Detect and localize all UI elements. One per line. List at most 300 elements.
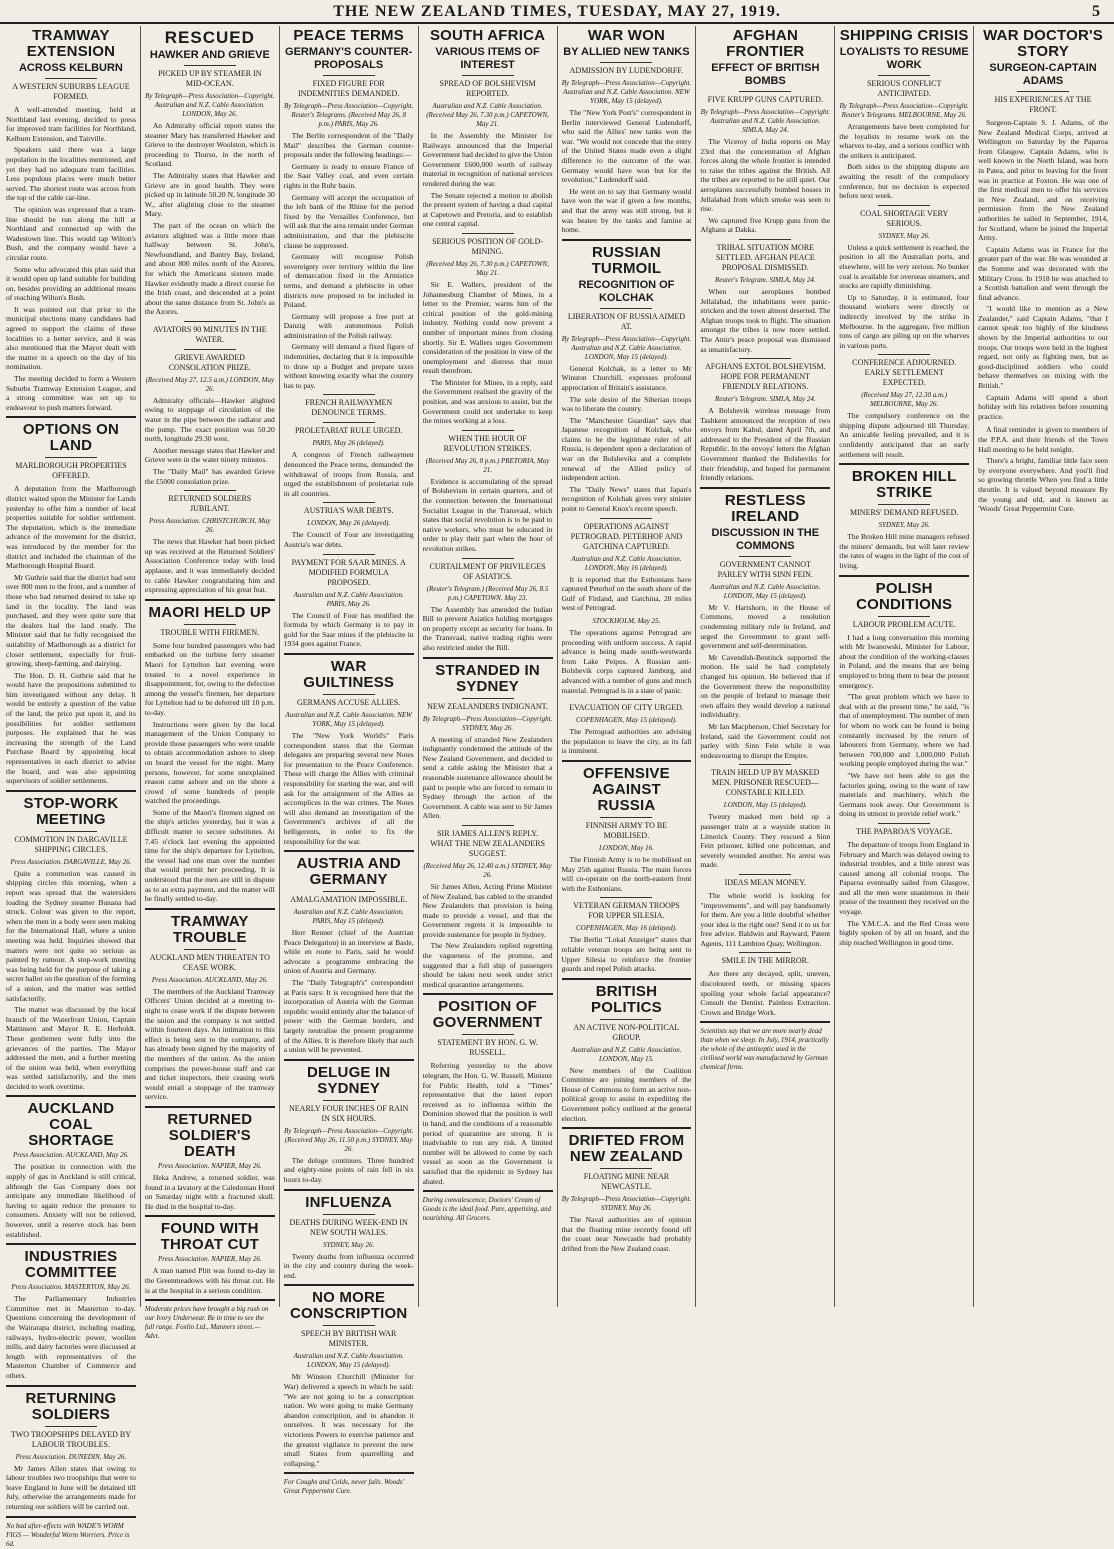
article-dateline: (Received May 27, 12.30 a.m.) MELBOURNE, May 26. — [861, 391, 948, 409]
masthead — [0, 0, 1114, 24]
article-subhead: HAWKER AND GRIEVE — [149, 49, 270, 61]
article — [284, 394, 414, 418]
article-body — [700, 603, 830, 761]
short-rule — [462, 558, 514, 559]
article-dateline: Press Association. DUNEDIN, May 26. — [15, 1452, 127, 1461]
article-headline: WAR GUILTINESS — [303, 657, 395, 691]
article — [6, 28, 136, 412]
short-rule — [739, 952, 791, 953]
short-rule — [323, 394, 375, 395]
article — [978, 425, 1108, 513]
short-rule — [600, 308, 652, 309]
article — [284, 1284, 414, 1468]
article-dateline: Australian and N.Z. Cable Association. LONDON, May 15 (delayed). — [293, 1352, 404, 1370]
article-deck: TRIBAL SITUATION MORE SETTLED. AFGHAN PEACE PROPOSAL DISMISSED. — [715, 242, 815, 272]
short-rule — [323, 1100, 375, 1101]
article-subhead: VARIOUS ITEMS OF INTEREST — [435, 46, 540, 71]
article-paragraph: Germany will recognise Polish sovereignty over territory within the line of demarcation fixed in the Armistice terms, and demand a plebiscite in other districts now proposed to be included in Poland. — [283, 252, 414, 310]
article-headline: OPTIONS ON LAND — [22, 421, 120, 455]
article-paragraph: The Petrograd authorities are advising the population to leave the city, as its fall is imminent. — [561, 727, 692, 756]
article-dateline: By Telegraph—Press Association—Copyright. Reuter's Telegrams. MELBOURNE, May 26. — [839, 102, 969, 119]
article-divider — [423, 657, 553, 659]
article-deck: TROUBLE WITH FIREMEN. — [160, 627, 260, 637]
article-body — [6, 1294, 136, 1380]
article-deck: SERIOUS POSITION OF GOLD-MINING. — [432, 236, 544, 256]
article-subhead: DISCUSSION IN THE COMMONS — [711, 526, 820, 552]
article-dateline: Press Association. CHRISTCHURCH, May 26. — [149, 517, 271, 535]
article — [562, 518, 692, 613]
article-paragraph: The departure of troops from England in February and March was delayed owing to industrial troubles, and a little unrest was caused among all colonial troops. The Paparoa eventually sailed from Glasgow, and all the men were unanimous in their praise of the treatment they received on the voyage. — [839, 839, 970, 917]
article-body — [978, 425, 1108, 513]
article-subhead: EFFECT OF BRITISH BOMBS — [711, 62, 820, 87]
article-body — [423, 735, 553, 821]
article-dateline: Reuter's Telegram. SIMLA, May 24. — [715, 395, 816, 404]
article-paragraph: A deputation from the Marlborough district waited upon the Minister for Lands yesterday to offer him a number of local properties suitable for soldier settlement. The deputation, which is the immediate advance of the movement for the district, was introduced by the member for the district and included the chairman of the Marlborough Hospital Board. — [6, 484, 136, 571]
article-paragraph: Mr James Allen states that owing to labour troubles two troopships that were to leave England in June will be detained till July, otherwise the arrangements made for returning our soldiers will be carried out. — [6, 1463, 136, 1511]
article-body — [562, 855, 692, 893]
short-rule — [739, 874, 791, 875]
article-paragraph: A man named Plitt was found to-day in the Greenmeadows with his throat cut. He is at the hospital in a serious condition. — [144, 1266, 275, 1295]
short-rule — [184, 349, 236, 350]
article-body — [562, 1066, 692, 1124]
column-7 — [835, 26, 974, 1307]
article-dateline: By Telegraph—Press Association—Copyright. Australian and N.Z. Cable Association. SIMLA, May 24. — [700, 108, 831, 134]
article-paragraph: The position in connection with the supply of gas in Auckland is still critical, although the Gas Company does not anticipate any immediate likelihood of having to again reduce the pressure to consumers. Anxiety will not be relieved, however, until a reserve stock has been established. — [6, 1162, 136, 1239]
article-paragraph: Mr V. Hartshorn, in the House of Commons, moved a resolution condemning military rule in Ireland, and urged the Government to grant self-government and self-determination. — [700, 602, 831, 651]
article — [6, 416, 136, 785]
article-headline: SHIPPING CRISIS — [839, 27, 969, 44]
article-paragraph: The Viceroy of India reports on May 23rd that the concentration of Afghan forces along the whole frontier is intended to raise the tribes against the British. All the tribes are reported to be still quiet. Our aeroplanes successfully bombed bosses in Jellalabad from which smoke was seen to rise. — [700, 137, 831, 214]
article-paragraph: The Senate rejected a motion to abolish the present system of having a dual capital at Capetown and Pretoria, and to establish one central capital. — [422, 190, 553, 229]
article-deck: NEARLY FOUR INCHES OF RAIN IN SIX HOURS. — [289, 1103, 409, 1123]
article-dateline: Press Association. MASTERTON, May 26. — [11, 1283, 131, 1292]
short-rule — [1017, 91, 1069, 92]
article-divider — [284, 653, 414, 655]
article-body — [145, 1266, 275, 1295]
article-paragraph: General Kolchak, in a letter to Mr Winston Churchill, expresses profound appreciation of Britain's assistance. — [561, 363, 692, 392]
short-rule — [184, 949, 236, 950]
short-rule — [323, 75, 375, 76]
article-body — [700, 969, 830, 1017]
article-headline: POSITION OF GOVERNMENT — [432, 998, 543, 1032]
article-subhead: BY ALLIED NEW TANKS — [563, 46, 690, 58]
article-headline: RUSSIAN TURMOIL — [591, 243, 662, 277]
article-divider — [562, 978, 692, 980]
article-paragraph: The operations against Petrograd are proceeding with uniform success. A rapid advance is being made south-westwards from Lake Peipus. A Russian anti-Bolshevik corps captured Jamburg, and advanced with a number of guns and much material. Petrograd is in a state of panic. — [561, 628, 692, 695]
short-rule — [323, 891, 375, 892]
article-headline: WAR DOCTOR'S STORY — [983, 27, 1103, 60]
article-deck: AUCKLAND MEN THREATEN TO CEASE WORK. — [149, 952, 270, 972]
article-headline: WAR WON — [587, 27, 666, 44]
article-divider — [284, 850, 414, 852]
short-rule — [878, 75, 930, 76]
article-deck: FIXED FIGURE FOR INDEMNITIES DEMANDED. — [298, 79, 400, 98]
article-paragraph: Surgeon-Captain S. J. Adams, of the New Zealand Medical Corps, arrived at Wellington on Saturday by the Paparoa from Glasgow. Captain Adams, who is well known in the North Island, was born in Patea, and prior to leaving for the front was in practice at Foxton. He was one of the first medical men to offer his services in New Zealand, and on receiving permission from the New Zealand authorities he sailed in September, 1914, for Scotland, where he joined the Imperial Army. — [978, 118, 1108, 243]
article-body — [839, 243, 969, 351]
article-headline: MAORI HELD UP — [148, 603, 272, 621]
article-body — [700, 137, 830, 235]
article-subhead: LOYALISTS TO RESUME WORK — [839, 46, 969, 71]
article-body — [284, 731, 414, 846]
article-paragraph: The deluge continues. Three hundred and eighty-nine points of rain fell in six hours to-day. — [283, 1155, 414, 1184]
article — [562, 897, 692, 973]
article-paragraph: Instructions were given by the local management of the Union Company to provide those passengers who were unable to obtain accommodation ashore to sleep on board the vessel for the night. Many persons, however, for some unexplained reason came ashore and on the shore a crowd of some hundreds of people watched the proceedings. — [144, 719, 275, 806]
article — [562, 699, 692, 756]
short-rule — [739, 91, 791, 92]
article-deck: OPERATIONS AGAINST PETROGRAD. PETERHOF AND GATCHINA CAPTURED. — [570, 521, 683, 551]
article — [145, 349, 275, 486]
short-rule — [462, 1034, 514, 1035]
article — [284, 422, 414, 498]
article-paragraph: Referring yesterday to the above telegram, the Hon. G. W. Russell, Minister for Public Health, told a "Times" representative that the latest report received as to influenza within the Dominion showed that the position is well in hand, and the conditions of a reasonable period of quarantine are strong. It is inadvisable to run any risk. A limited number will be allowed to come by each vessel as soon as the Government is satisfied that the epidemic in Sydney has abated. — [422, 1061, 553, 1186]
article-body — [145, 537, 275, 595]
article-paragraph: It was pointed out that prior to the municipal elections many candidates had agreed to support the claims of these localities to a better service, and it was also mentioned that the Mayor dealt with the matter in a speech on the day of his nomination. — [6, 304, 136, 372]
article-deck: SIR JAMES ALLEN'S REPLY. WHAT THE NEW ZEALANDERS SUGGEST. — [430, 828, 545, 858]
article-body — [284, 131, 414, 390]
column-5 — [558, 26, 697, 1307]
article-headline: RESCUED — [164, 28, 255, 47]
article-deck: TWO TROOPSHIPS DELAYED BY LABOUR TROUBLES. — [10, 1429, 132, 1449]
article-deck: NEW ZEALANDERS INDIGNANT. — [427, 701, 548, 711]
article-paragraph: The part of the ocean on which the aviators alighted was a little more than halfway between St. John's, Newfoundland, and Bantry Bay, Ireland, and about 800 miles north of the Azores, for which the Americans sixteen made. Hawker evidently made a direct course for the Irish coast, and descended at a point about the same distance from St. John's as the Azores. — [144, 220, 275, 317]
article-deck: A WESTERN SUBURBS LEAGUE FORMED. — [12, 82, 130, 101]
article-deck: AFGHANS EXTOL BOLSHEVISM. HOPE FOR PERMANENT FRIENDLY RELATIONS. — [704, 362, 826, 392]
newspaper-title: THE NEW ZEALAND TIMES, TUESDAY, MAY 27, 1919. — [333, 3, 781, 20]
article-deck: SERIOUS CONFLICT ANTICIPATED. — [866, 79, 942, 98]
article — [284, 1189, 414, 1281]
article-paragraph: "The great problem which we have to deal with at the present time," he said, "is that of unemployment. The number of men for whom no work can be found is being constantly increased by the return of labourers from Germany, where we had between 700,000 and 1,000,000 Polish working people employed during the war." — [839, 692, 970, 769]
article-paragraph: Twenty masked men held up a passenger train at a wayside station in Limerick County. They rescued a Sinn Fein prisoner, killed one policeman, and severely wounded another. No arrest was made. — [700, 812, 831, 870]
article-paragraph: The Berlin "Lokal Anzeiger" states that reliable veteran troops are being sent to Upper Silesia to reinforce the frontier guards and repel Polish attacks. — [561, 935, 692, 974]
article-deck: AUSTRIA'S WAR DEBTS. — [303, 506, 394, 516]
article-divider — [700, 487, 830, 489]
short-rule — [739, 556, 791, 557]
article-paragraph: The Naval authorities are of opinion that the floating mine recently found off the coast near Newcastle had probably drifted from the New Zealand coast. — [561, 1215, 692, 1254]
article-dateline: Press Association. NAPIER, May 26. — [157, 1255, 262, 1264]
footer-divider — [145, 1299, 275, 1301]
short-rule — [739, 358, 791, 359]
article-body — [423, 882, 553, 990]
article-body — [6, 105, 136, 412]
article — [423, 558, 553, 653]
article-subhead: SURGEON-CAPTAIN ADAMS — [989, 62, 1097, 87]
article-body — [839, 411, 969, 459]
short-rule — [739, 239, 791, 240]
article — [839, 575, 969, 819]
article-paragraph: The Y.M.C.A. and the Red Cross were highly spoken of by all on board, and the ship reached Wellington in good time. — [839, 918, 970, 947]
article-body — [423, 477, 553, 554]
article-body — [145, 121, 275, 317]
article-dateline: (Received May 26, 7.30 p.m.) CAPETOWN, May 21. — [426, 259, 549, 277]
article-deck: LIBERATION OF RUSSIA AIMED AT. — [567, 311, 685, 331]
short-rule — [45, 78, 97, 79]
article-divider — [6, 790, 136, 792]
article-body — [145, 641, 275, 904]
article-divider — [145, 599, 275, 601]
article-paragraph: Germany will accept the occupation of the left bank of the Rhine for the period fixed by the Versailles Conference, but will ask that the area remain under German administration, and that the plebiscite clause be suppressed. — [283, 192, 414, 250]
article-divider — [6, 1243, 136, 1245]
article-dateline: SYDNEY, May 26. — [323, 1240, 375, 1249]
article-deck: IDEAS MEAN MONEY. — [724, 877, 807, 887]
article-dateline: By Telegraph—Press Association—Copyright. Australian and N.Z. Cable Association. LONDON, May 26. — [145, 92, 275, 118]
article — [284, 653, 414, 846]
short-rule — [323, 422, 375, 423]
article-paragraph: The Assembly has amended the Indian Bill to prevent Asiatics holding mortgages on property except as security for loans. In the Transvaal, native trading rights were also restricted under the Bill. — [422, 604, 553, 652]
article-body — [700, 891, 830, 949]
article-headline: PEACE TERMS — [293, 27, 404, 44]
article-deck: THE PAPAROA'S VOYAGE. — [856, 826, 953, 836]
article-paragraph: A Bolshevik wireless message from Tashkent announced the reception of two envoys from Kabul, dated April 7th, and addressed to the President of the Russian Republic. In the envoys' letters the Afghan Government thanked the Bolsheviks for their friendship, and hoped for permanent friendly relations. — [700, 406, 831, 483]
article-paragraph: The compulsory conference on the shipping dispute adjourned till Thursday. An amicable feeling prevailed, and it is confidently anticipated that an early settlement will result. — [839, 411, 970, 459]
article-paragraph: The Minister for Mines, in a reply, said the Government realised the gravity of the position, and was anxious to assist, but the Government could not undertake to keep the mines working at a loss. — [422, 377, 553, 426]
article-paragraph: Germany will demand a fixed figure of indemnities, declaring that it is impossible to draw up a Budget and prepare taxes without knowing exactly what the country has to pay. — [283, 342, 414, 390]
article-body — [839, 532, 969, 570]
article — [145, 321, 275, 345]
article-dateline: Australian and N.Z. Cable Association. NEW YORK, May 15 (delayed). — [285, 710, 413, 728]
article — [700, 28, 830, 235]
article-deck: FINNISH ARMY TO BE MOBILISED. — [585, 820, 668, 840]
article-deck: AMALGAMATION IMPOSSIBLE. — [290, 895, 408, 905]
short-rule — [600, 817, 652, 818]
short-rule — [184, 490, 236, 491]
article — [145, 599, 275, 904]
article-subhead: GERMANY'S COUNTER-PROPOSALS — [285, 46, 413, 71]
article-deck: SPREAD OF BOLSHEVISM REPORTED. — [439, 79, 536, 98]
article-paragraph: Captain Adams was in France for the greater part of the war. He was wounded at the Somme and was decorated with the Military Cross. In 1918 he was attached to a Scottish battalion and went through the final advance. — [978, 244, 1108, 302]
article-dateline: By Telegraph—Press Association—Copyright. SYDNEY, May 26. — [561, 1195, 692, 1213]
article-deck: WHEN THE HOUR OF REVOLUTION STRIKES. — [443, 433, 532, 453]
article-headline: DRIFTED FROM NEW ZEALAND — [568, 1132, 685, 1166]
article-paragraph: Mr Ian Macpherson, Chief Secretary for Ireland, said the Government could not parley with Sinn Fein while it was endeavouring to disrupt the Empire. — [700, 721, 831, 760]
article-deck: PAYMENT FOR SAAR MINES. A MODIFIED FORMULA PROPOSED. — [291, 557, 406, 587]
article — [562, 239, 692, 514]
article-headline: NO MORE CONSCRIPTION — [289, 1289, 408, 1323]
article — [839, 823, 969, 948]
article-deck: STATEMENT BY HON. G. W. RUSSELL. — [437, 1038, 538, 1058]
article-deck: VETERAN GERMAN TROOPS FOR UPPER SILESIA. — [573, 901, 680, 921]
article — [562, 28, 692, 235]
short-rule — [462, 75, 514, 76]
article-paragraph: Some who advocated this plan said that it would open up land suitable for building on, besides providing an additional means of reaching Wilton's Bush. — [6, 264, 136, 303]
article-paragraph: Sir James Allen, Acting Prime Minister of New Zealand, has cabled to the stranded New Zealanders that provision is being made to provide a vessel, and that the Government regrets it is impossible to provide sustenance for people in Sydney. — [422, 881, 553, 939]
column-3 — [280, 26, 419, 1496]
column-footer-note: During convalescence, Doctors' Cream of Goods is the ideal food. Pure, appetising, and nourishing. All Grocers. — [422, 1196, 552, 1223]
article-paragraph: The "Manchester Guardian" says that Japanese recognition of Kolchak, who claims to be the legitimate ruler of all Russia, is dependent upon a declaration of war on the Bolsheviks and a complete renewal of the Allied policy of independent action. — [561, 415, 692, 483]
article-body — [145, 396, 275, 486]
article — [6, 1243, 136, 1380]
article — [839, 28, 969, 201]
article-divider — [145, 1215, 275, 1217]
article — [423, 233, 553, 426]
article — [145, 1106, 275, 1211]
article-deck: MINERS' DEMAND REFUSED. — [850, 508, 959, 518]
article-headline: RESTLESS IRELAND — [724, 491, 806, 525]
article — [839, 463, 969, 570]
article — [145, 28, 275, 317]
article-divider — [839, 575, 969, 577]
article-dateline: Press Association. DARGAVILLE, May 26. — [10, 857, 132, 866]
article-deck: PROLETARIAT RULE URGED. — [294, 426, 403, 436]
article-body — [284, 1252, 414, 1281]
article-body — [700, 287, 830, 354]
article-paragraph: A congress of French railwaymen denounced the Peace terms, demanded the withdrawal of troops from Russia, and urged the establishment of proletariat rule in all countries. — [283, 450, 414, 498]
article-paragraph: The news that Hawker had been picked up was received at the Returned Soldiers' Association Conference today with loud applause, and it was immediately decided to cable Hawker congratulating him and expressing appreciation of his great feat. — [144, 537, 275, 595]
short-rule — [600, 1168, 652, 1169]
article-paragraph: He went on to say that Germany would have won the war if given a few months, and that the army was still strong, but it was beaten by the tanks and famine at home. — [561, 186, 692, 235]
article-headline: DELUGE IN SYDNEY — [306, 1063, 391, 1097]
article — [700, 239, 830, 354]
article-subhead: ACROSS KELBURN — [18, 62, 123, 74]
article-paragraph: It is reported that the Esthonians have captured Peterhof on the south shore of the Gulf of Finland, and Gatchina, 28 miles west of Petrograd. — [561, 574, 692, 613]
article-body — [839, 840, 969, 948]
article-deck: COAL SHORTAGE VERY SERIOUS. — [860, 208, 949, 228]
article-paragraph: Quite a commotion was caused in shipping circles this morning, when a report was spread that the watersiders loading the Sydney steamer Bunana had struck. Colour was given to the report, when the men in a body were seen making for the International Hall, where a union meeting was held. Inquiries showed that matters were not quite so serious as painted by rumour. A stop-work meeting was being held for the purpose of taking a secret ballot on the question of the forming of a union, and the matter was settled satisfactorily. — [6, 868, 136, 1003]
column-footer-note: For Coughs and Colds, never fails. Woods' Great Peppermint Cure. — [283, 1478, 404, 1496]
article-dateline: By Telegraph—Press Association—Copyright. SYDNEY, May 26. — [422, 714, 553, 732]
article-deck: DEATHS DURING WEEK-END IN NEW SOUTH WALES. — [289, 1217, 408, 1237]
article-paragraph: Unless a quick settlement is reached, the position in all the Australian ports, and elsewhere, will be very serious. No bunker coal is available for overseas steamers, and stocks are rapidly diminishing. — [839, 242, 970, 291]
article-dateline: Press Association. AUCKLAND, May 26. — [151, 975, 268, 984]
article-body — [284, 1156, 414, 1185]
short-rule — [739, 764, 791, 765]
article-body — [562, 1215, 692, 1253]
article-headline: SOUTH AFRICA — [429, 27, 546, 44]
article-deck: PICKED UP BY STEAMER IN MID-OCEAN. — [158, 69, 262, 88]
short-rule — [462, 825, 514, 826]
short-rule — [45, 831, 97, 832]
article-body — [145, 987, 275, 1102]
article — [700, 764, 830, 870]
article-paragraph: A meeting of stranded New Zealanders indignantly condemned the attitude of the New Zealand Government, and decided to send a cable asking the Minister that a reasonable sustenance allowance should be paid to people who are forced to remain in Sydney through the action of the Government. A cable was sent to Sir James Allen. — [422, 734, 553, 821]
article-paragraph: Mr Winston Churchill (Minister for War) delivered a speech in which he said: "We are not going to be a conscription nation. We were going to make Germany abandon conscription, and to abandon it ourselves. It was necessary for the victorious Powers to exercise patience and the greatest vigilance to prevent the new small States from quarrelling and collapsing." — [283, 1372, 414, 1468]
article-dateline: Australian and N.Z. Cable Association. PARIS, May 15 (delayed). — [293, 908, 404, 926]
article-deck: FLOATING MINE NEAR NEWCASTLE. — [583, 1172, 670, 1192]
article-paragraph: Are there any decayed, split, uneven, discoloured teeth, or missing spaces spoiling your whole facial appearance? Consult the Dentist. Painless Extraction. Crown and Bridge Work. — [700, 969, 831, 1017]
article-body — [6, 484, 136, 785]
article-headline: POLISH CONDITIONS — [856, 579, 953, 613]
article-paragraph: The Council of Four has modified the formula by which Germany is to pay in gold for the Saar mines if the plebiscite in 1934 goes against France. — [283, 610, 414, 649]
article-body — [839, 633, 969, 819]
article-body — [6, 1464, 136, 1512]
article-body — [145, 1173, 275, 1211]
article — [423, 430, 553, 554]
article-paragraph: Evidence is accumulating of the spread of Bolshevism in certain quarters, and of the connection between the International Socialist League in the Transvaal, which states that social revolution is to be paid to native workers, who must be educated in order to play their part when the hour of revolution strikes. — [422, 476, 553, 553]
article-paragraph: "We have not been able to get the factories going, owing to the want of raw materials and machinery, which the Germans took away. Our Government is doing its utmost to provide relief work." — [839, 770, 970, 819]
article-body — [6, 1162, 136, 1239]
article — [284, 502, 414, 549]
article-dateline: LONDON, May 15 (delayed). — [723, 801, 807, 810]
newspaper-columns — [2, 26, 1112, 1548]
article — [562, 760, 692, 893]
article — [284, 1059, 414, 1185]
article-dateline: LONDON, May 16. — [599, 843, 654, 852]
article-paragraph: The Parliamentary Industries Committee met in Masterton to-day. Questions concerning the development of the Wairarapa district, including roading, railways, hydro-electric power, woollen mills, and dairy factories were discussed at length with representatives of the Masterton Chamber of Commerce and others. — [6, 1294, 136, 1380]
short-rule — [184, 65, 236, 66]
article-deck: FIVE KRUPP GUNS CAPTURED. — [707, 95, 823, 104]
article-deck: GOVERNMENT CANNOT PARLEY WITH SINN FEIN. — [717, 559, 813, 579]
article — [562, 1127, 692, 1253]
short-rule — [878, 504, 930, 505]
article-paragraph: Some four hundred passengers who had embarked on the turbine ferry steamer Maori for Lyttelton last evening were treated to a novel experience in disappointment, for, owing to the defection among the vessel's firemen, her departure for Lyttelton had to be deferred till 10 p.m. to-day. — [144, 640, 275, 717]
article-dateline: COPENHAGEN, May 16 (delayed). — [575, 924, 677, 933]
article-divider — [562, 760, 692, 762]
article-paragraph: Mr Guthrie said that the district had sent over 800 men to the front, and a number of those who had returned desired to take up land in the locality. The land was purchased, and they were quite sure that the dealers had the land ready. The Minister said that he fully recognised the suitability of Marlborough as a district for closer settlement, especially for fruit-growing, sheep-farming, and dairying. — [6, 572, 136, 669]
column-8 — [974, 26, 1112, 1307]
short-rule — [45, 457, 97, 458]
article-dateline: PARIS, May 26 (delayed). — [312, 439, 385, 448]
article-divider — [284, 1189, 414, 1191]
article-body — [423, 131, 553, 229]
article-paragraph: The New Zealanders replied regretting the vagueness of the promise, and suggested that a full ship of passengers should be taken next week under strict medical quarantine arrangements. — [422, 941, 553, 989]
article — [423, 657, 553, 821]
article-body — [284, 450, 414, 498]
article — [6, 1095, 136, 1239]
article-paragraph: The sole desire of the Siberian troops was to liberate the country. — [561, 394, 692, 414]
article-paragraph: The "New York Post's" correspondent in Berlin interviewed General Ludendorff, who said the Allies' new tanks won the war. "We would not concede that the entry of the United States made even a slight difference to the outcome of the war. Germany would have won but for the revolution," Ludendorff said. — [561, 108, 692, 185]
article-paragraph: I had a long conversation this morning with Mr Iwanowski, Minister for Labour, about the condition of the working-classes in Poland, and the means that are being employed to bring them to bear the present emergency. — [839, 632, 970, 690]
article-divider — [6, 1095, 136, 1097]
article-body — [839, 122, 969, 201]
article-paragraph: The Broken Hill mine managers refused the miners' demands, but will later review the rates of wages in the light of the cost of living. — [839, 532, 970, 571]
short-rule — [184, 321, 236, 322]
article-dateline: Press Association. AUCKLAND, May 26. — [12, 1151, 129, 1160]
article-deck: AVIATORS 90 MINUTES IN THE WATER. — [152, 324, 267, 344]
short-rule — [323, 694, 375, 695]
column-footer-note: No bad after-effects with WADE'S WORM FIGS — Wonderful Worm Worriers. Price is 6d. — [6, 1521, 130, 1548]
article-paragraph: An Admiralty official report states the steamer Mary has transferred Hawker and Grieve to the destroyer Woolston, which is proceeding to Thurso, in the north of Scotland. — [144, 121, 275, 169]
article-headline: STOP-WORK MEETING — [23, 794, 119, 828]
column-2 — [141, 26, 280, 1341]
article-dateline: LONDON, May 26 (delayed). — [307, 519, 391, 528]
article-paragraph: Captain Adams will spend a short holiday with his relatives before resuming practice. — [978, 392, 1108, 421]
article-dateline: SYDNEY, May 26. — [878, 521, 930, 530]
article-divider — [145, 1106, 275, 1108]
article-dateline: By Telegraph—Press Association—Copyright. (Received May 26, 11.50 p.m.) SYDNEY, May 26. — [283, 1126, 414, 1153]
article-paragraph: The Council of Four are investigating Austria's war debts. — [283, 530, 414, 549]
article — [978, 28, 1108, 421]
article-body — [284, 530, 414, 549]
article — [6, 790, 136, 1092]
article-divider — [562, 1127, 692, 1129]
article-body — [562, 364, 692, 514]
article-paragraph: The Finnish Army is to be mobilised on May 25th against Russia. The main forces will co-operate on the north-eastern front with the Esthonians. — [561, 854, 692, 893]
article-body — [423, 605, 553, 653]
article-paragraph: Both sides to the shipping dispute are awaiting the result of the compulsory conference, but no decision is expected before next week. — [839, 162, 970, 201]
short-rule — [462, 698, 514, 699]
article-dateline: (Reuter's Telegram.) (Received May 26, 8.5 p.m.) CAPETOWN, May 23. — [426, 584, 549, 602]
column-footer-note: Moderate prices have brought a big rush on our Ivory Underwear. Be in time to see the full range. Foxlin Ltd., Manners street.—Advt. — [144, 1305, 269, 1341]
short-rule — [600, 699, 652, 700]
article-paragraph: The opinion was expressed that a tram-line should be run along the hill at Northland and connected up with the Wadestown line. This would tap Wilton's Bush, and the company would have a circular route. — [6, 204, 136, 262]
article-paragraph: The Berlin correspondent of the "Daily Mail" describes the German counter-proposals under the following headings:— — [283, 131, 414, 160]
article-headline: INFLUENZA — [305, 1193, 393, 1211]
article-paragraph: Herr Renner (chief of the Austrian Peace Delegation) in an interview at Basle, while en route to Paris, said he would advocate a programme embracing the union of Austria and Germany. — [283, 928, 414, 976]
article — [423, 28, 553, 229]
article — [700, 358, 830, 483]
article — [423, 825, 553, 990]
article-paragraph: The "New York World's" Paris correspondent states that the German delegates are preparing several new Notes for presentation to the Peace Conference. These will charge the Allies with criminal responsibility for starting the war, and will ask for the arraignment of the Allies as accomplices in the war crimes. The Notes will also demand an investigation of the Government's archives of all the belligerents, in order to fix the responsibility for the war. — [283, 730, 414, 846]
article — [562, 978, 692, 1124]
article — [284, 554, 414, 649]
article-paragraph: Sir E. Wallers, president of the Johannesburg Chamber of Mines, in a letter to the Premier, warns him of the critical position of the gold-mining industry. Nothing could now prevent a number of important mines from closing shortly. Sir E. Wallers urges Government consideration of the position in view of the unemployment and distress that must result therefrom. — [422, 279, 553, 376]
article-paragraph: A well-attended meeting, held at Northland last evening, decided to press for improved tram facilities for Northland, Kelburn Extension, and Tairville. — [6, 105, 136, 143]
article-paragraph: The meeting decided to form a Western Suburbs Tramway Extension League, and a strong committee was set up to endeavour to push matters forward. — [6, 374, 136, 412]
article-headline: AFGHAN FRONTIER — [726, 27, 805, 60]
article-headline: STRANDED IN SYDNEY — [435, 661, 540, 695]
footer-divider — [423, 1190, 553, 1192]
short-rule — [600, 62, 652, 63]
short-rule — [600, 518, 652, 519]
